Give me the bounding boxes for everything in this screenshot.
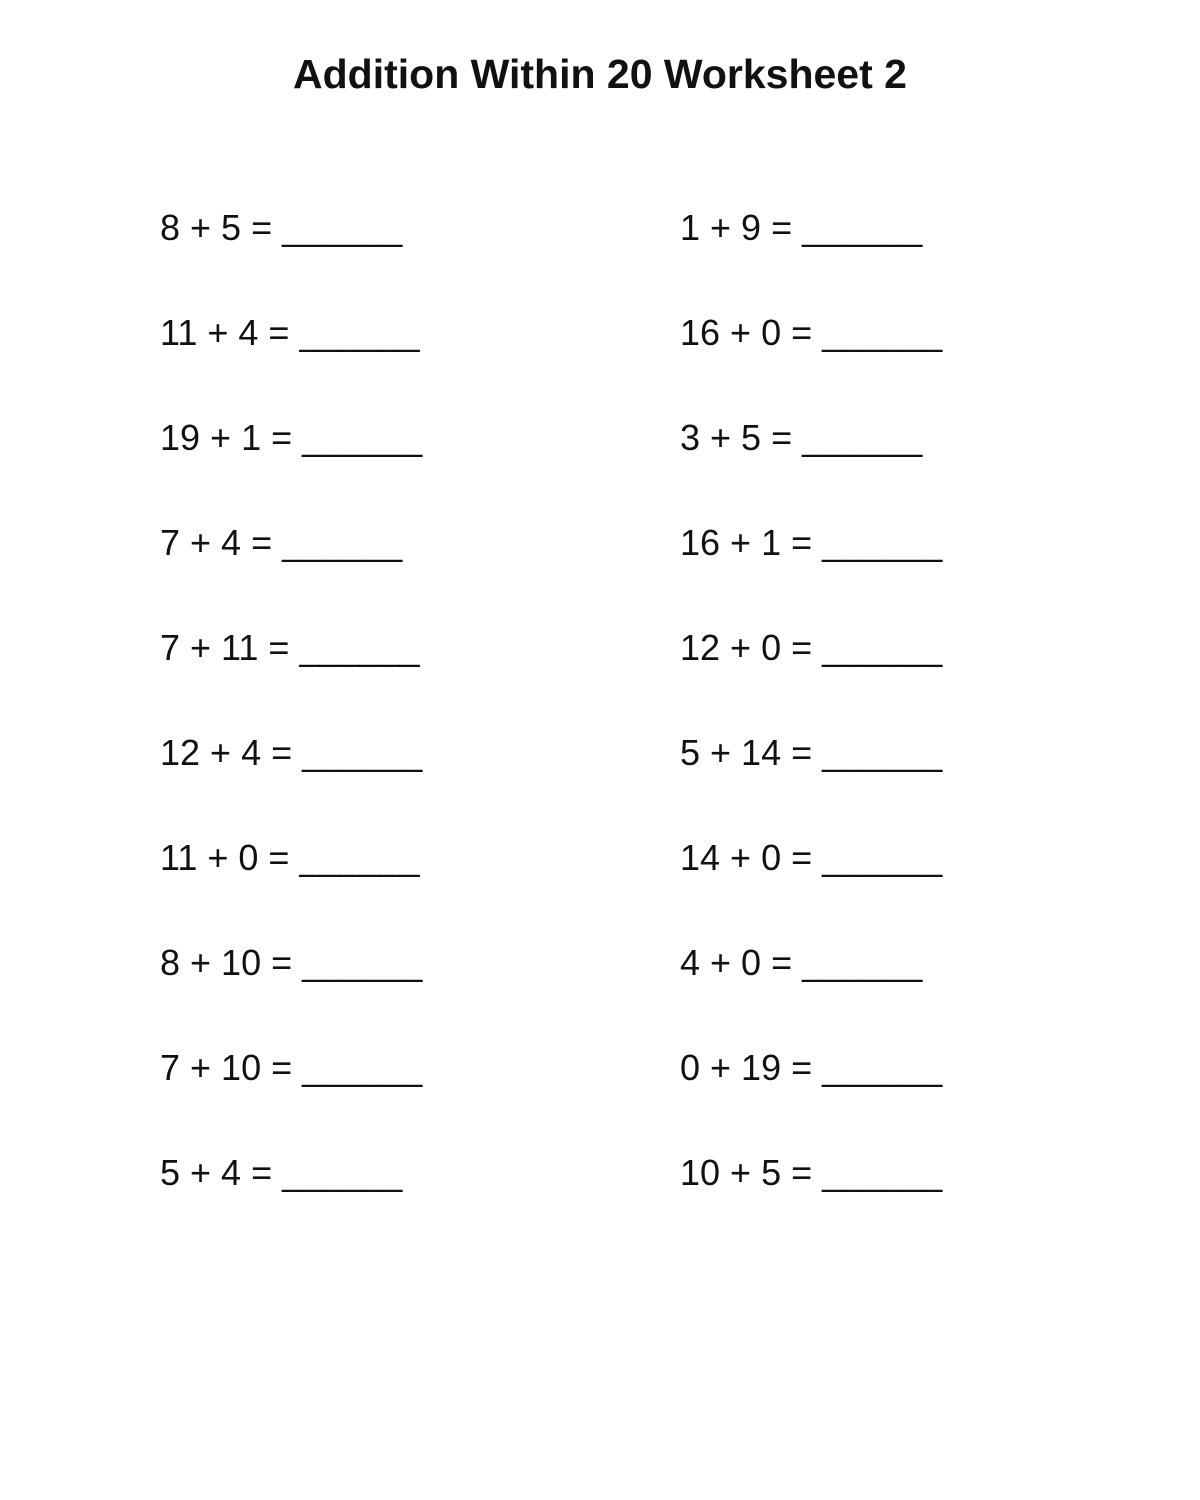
problem-10: 12 + 0 = ______ [680, 627, 943, 668]
problem-9: 7 + 11 = ______ [160, 627, 420, 668]
problem-15: 8 + 10 = ______ [160, 942, 423, 983]
problem-7: 7 + 4 = ______ [160, 522, 403, 563]
problem-11: 12 + 4 = ______ [160, 732, 423, 773]
problem-8: 16 + 1 = ______ [680, 522, 943, 563]
problem-13: 11 + 0 = ______ [160, 837, 420, 878]
problem-1: 8 + 5 = ______ [160, 207, 403, 248]
problem-16: 4 + 0 = ______ [680, 942, 923, 983]
problem-18: 0 + 19 = ______ [680, 1047, 943, 1088]
problem-5: 19 + 1 = ______ [160, 417, 423, 458]
problem-20: 10 + 5 = ______ [680, 1152, 943, 1193]
problem-2: 1 + 9 = ______ [680, 207, 923, 248]
problem-6: 3 + 5 = ______ [680, 417, 923, 458]
problem-19: 5 + 4 = ______ [160, 1152, 403, 1193]
problem-4: 16 + 0 = ______ [680, 312, 943, 353]
worksheet-title: Addition Within 20 Worksheet 2 [293, 51, 907, 97]
problem-17: 7 + 10 = ______ [160, 1047, 423, 1088]
problem-12: 5 + 14 = ______ [680, 732, 943, 773]
problem-14: 14 + 0 = ______ [680, 837, 943, 878]
problem-3: 11 + 4 = ______ [160, 312, 420, 353]
